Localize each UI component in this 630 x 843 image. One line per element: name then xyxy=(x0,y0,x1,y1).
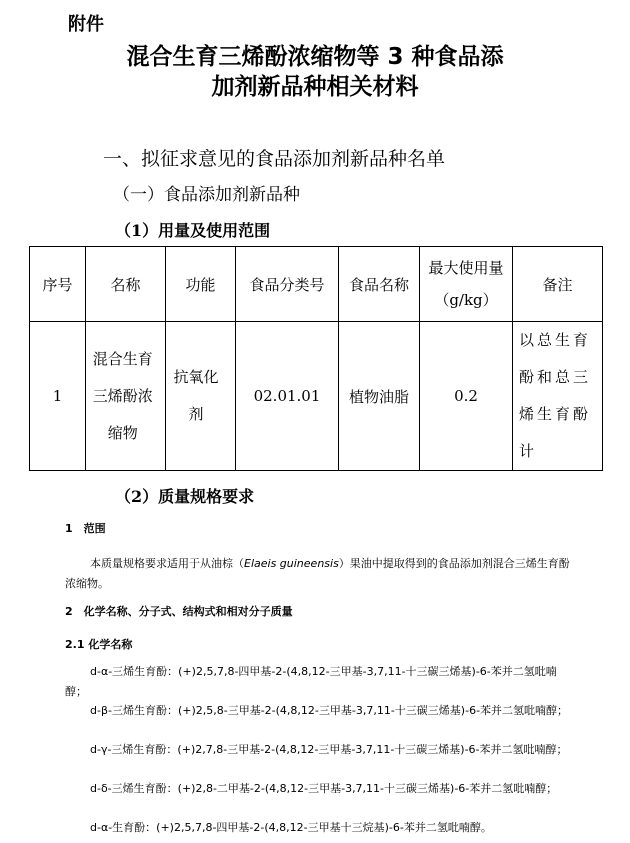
chem-name-item: d-α-三烯生育酚：(+)2,5,7,8-四甲基-2-(4,8,12-三甲基-3,7,11-十三碳三烯基)-6-苯并二氢吡喃醇； xyxy=(65,665,557,698)
scope-heading: 1 范围 xyxy=(65,522,106,535)
usage-heading: （1）用量及使用范围 xyxy=(115,221,271,240)
table-header-row xyxy=(30,247,603,322)
chem-heading: 2 化学名称、分子式、结构式和相对分子质量 xyxy=(65,605,293,618)
document-title-line2: 加剂新品种相关材料 xyxy=(211,74,419,100)
additive-table xyxy=(29,246,603,471)
cell-max-use: 0.2 xyxy=(420,322,513,471)
attachment-label: 附件 xyxy=(68,14,104,35)
header-food: 食品名称 xyxy=(339,247,420,322)
document-title-line1: 混合生育三烯酚浓缩物等 3 种食品添 xyxy=(126,44,504,70)
chem-subheading: 2.1 化学名称 xyxy=(65,638,133,651)
chem-name-item: d-β-三烯生育酚：(+)2,5,8-三甲基-2-(4,8,12-三甲基-3,7,11-十三碳三烯基)-6-苯并二氢吡喃醇； xyxy=(90,704,569,717)
scope-paragraph: 本质量规格要求适用于从油棕（Elaeis guineensis）果油中提取得到的食品添加剂混合三烯生育酚浓缩物。 xyxy=(65,557,570,590)
header-category: 食品分类号 xyxy=(236,247,339,322)
table-row xyxy=(30,322,603,471)
cell-no: 1 xyxy=(30,322,86,471)
chem-name-item: d-δ-三烯生育酚：(+)2,8-二甲基-2-(4,8,12-三甲基-3,7,11-十三碳三烯基)-6-苯并二氢吡喃醇； xyxy=(90,782,558,795)
header-remark: 备注 xyxy=(513,247,603,322)
header-function: 功能 xyxy=(166,247,236,322)
cell-name: 混合生育三烯酚浓缩物 xyxy=(86,322,166,471)
quality-heading: （2）质量规格要求 xyxy=(115,487,255,506)
cell-food: 植物油脂 xyxy=(339,322,420,471)
chem-name-item: d-α-生育酚：(+)2,5,7,8-四甲基-2-(4,8,12-三甲基十三烷基)-6-苯并二氢吡喃醇。 xyxy=(90,821,492,834)
cell-function: 抗氧化剂 xyxy=(166,322,236,471)
cell-category: 02.01.01 xyxy=(236,322,339,471)
header-no: 序号 xyxy=(30,247,86,322)
cell-remark: 以总生育酚和总三烯生育酚计 xyxy=(513,322,603,471)
latin-name: Elaeis guineensis xyxy=(244,557,339,570)
section-heading: 一、拟征求意见的食品添加剂新品种名单 xyxy=(103,148,446,170)
chem-name-item: d-γ-三烯生育酚：(+)2,7,8-三甲基-2-(4,8,12-三甲基-3,7,11-十三碳三烯基)-6-苯并二氢吡喃醇； xyxy=(90,743,568,756)
subsection-heading: （一）食品添加剂新品种 xyxy=(113,185,300,205)
header-max-use: 最大使用量（g/kg） xyxy=(420,247,513,322)
header-name: 名称 xyxy=(86,247,166,322)
